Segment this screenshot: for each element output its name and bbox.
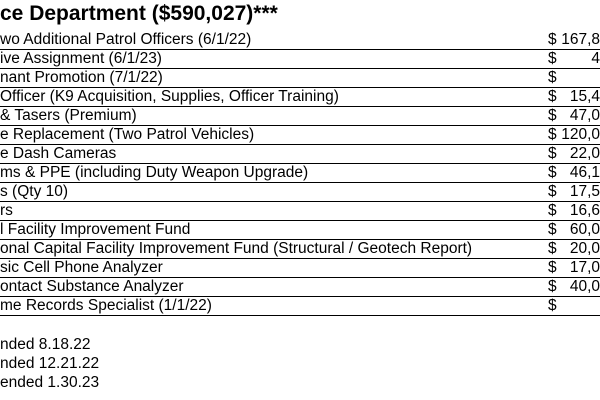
budget-row [0,220,600,240]
budget-item-amount: 40,0 [569,278,600,295]
dollar-sign: $ [548,88,557,105]
dollar-sign: $ [548,183,557,200]
budget-row [0,87,600,107]
budget-item-amount: 60,0 [569,221,600,238]
budget-row [0,201,600,221]
dollar-sign: $ [548,164,557,181]
budget-row [0,68,600,88]
dollar-sign: $ [548,259,557,276]
budget-item-amount: 17,0 [569,259,600,276]
budget-row [0,106,600,126]
budget-item-label: me Records Specialist (1/1/22) [0,297,212,314]
budget-row [0,30,600,50]
budget-row [0,277,600,297]
dollar-sign: $ [548,145,557,162]
dollar-sign: $ [548,240,557,257]
budget-item-label: e Dash Cameras [0,145,117,162]
dollar-sign: $ [548,278,557,295]
amendment-note: nded 8.18.22 [0,336,91,353]
budget-row [0,49,600,69]
budget-item-label: Officer (K9 Acquisition, Supplies, Officer Training) [0,88,339,105]
budget-item-amount: 46,1 [569,164,600,181]
budget-item-label: ive Assignment (6/1/23) [0,50,162,67]
budget-item-label: wo Additional Patrol Officers (6/1/22) [0,31,252,48]
budget-item-label: onal Capital Facility Improvement Fund (Structural / Geotech Report) [0,240,473,257]
dollar-sign: $ [548,107,557,124]
amendment-note: nded 12.21.22 [0,355,100,372]
budget-item-amount: 120,0 [561,126,600,143]
budget-item-label: ontact Substance Analyzer [0,278,184,295]
budget-item-label: l Facility Improvement Fund [0,221,191,238]
budget-item-amount: 20,0 [569,240,600,257]
budget-item-label: s (Qty 10) [0,183,69,200]
dollar-sign: $ [548,31,557,48]
amendment-note: ended 1.30.23 [0,374,100,391]
budget-item-amount: 22,0 [569,145,600,162]
budget-item-label: nant Promotion (7/1/22) [0,69,163,86]
budget-item-amount: 4 [591,50,600,67]
budget-item-label: rs [0,202,13,219]
budget-row [0,144,600,164]
budget-row [0,182,600,202]
budget-item-amount: 15,4 [569,88,600,105]
budget-row [0,239,600,259]
dollar-sign: $ [548,202,557,219]
budget-item-amount: 47,0 [569,107,600,124]
dollar-sign: $ [548,297,557,314]
budget-item-label: sic Cell Phone Analyzer [0,259,163,276]
budget-row [0,163,600,183]
budget-item-label: ms & PPE (including Duty Weapon Upgrade) [0,164,309,181]
budget-row [0,296,600,316]
dollar-sign: $ [548,50,557,67]
budget-item-amount: 167,8 [561,31,600,48]
budget-row [0,125,600,145]
dollar-sign: $ [548,126,557,143]
section-title: ce Department ($590,027)*** [0,2,278,25]
dollar-sign: $ [548,69,557,86]
budget-item-amount: 16,6 [569,202,600,219]
budget-item-amount: 17,5 [569,183,600,200]
budget-item-label: e Replacement (Two Patrol Vehicles) [0,126,255,143]
budget-row [0,258,600,278]
dollar-sign: $ [548,221,557,238]
budget-item-label: & Tasers (Premium) [0,107,137,124]
